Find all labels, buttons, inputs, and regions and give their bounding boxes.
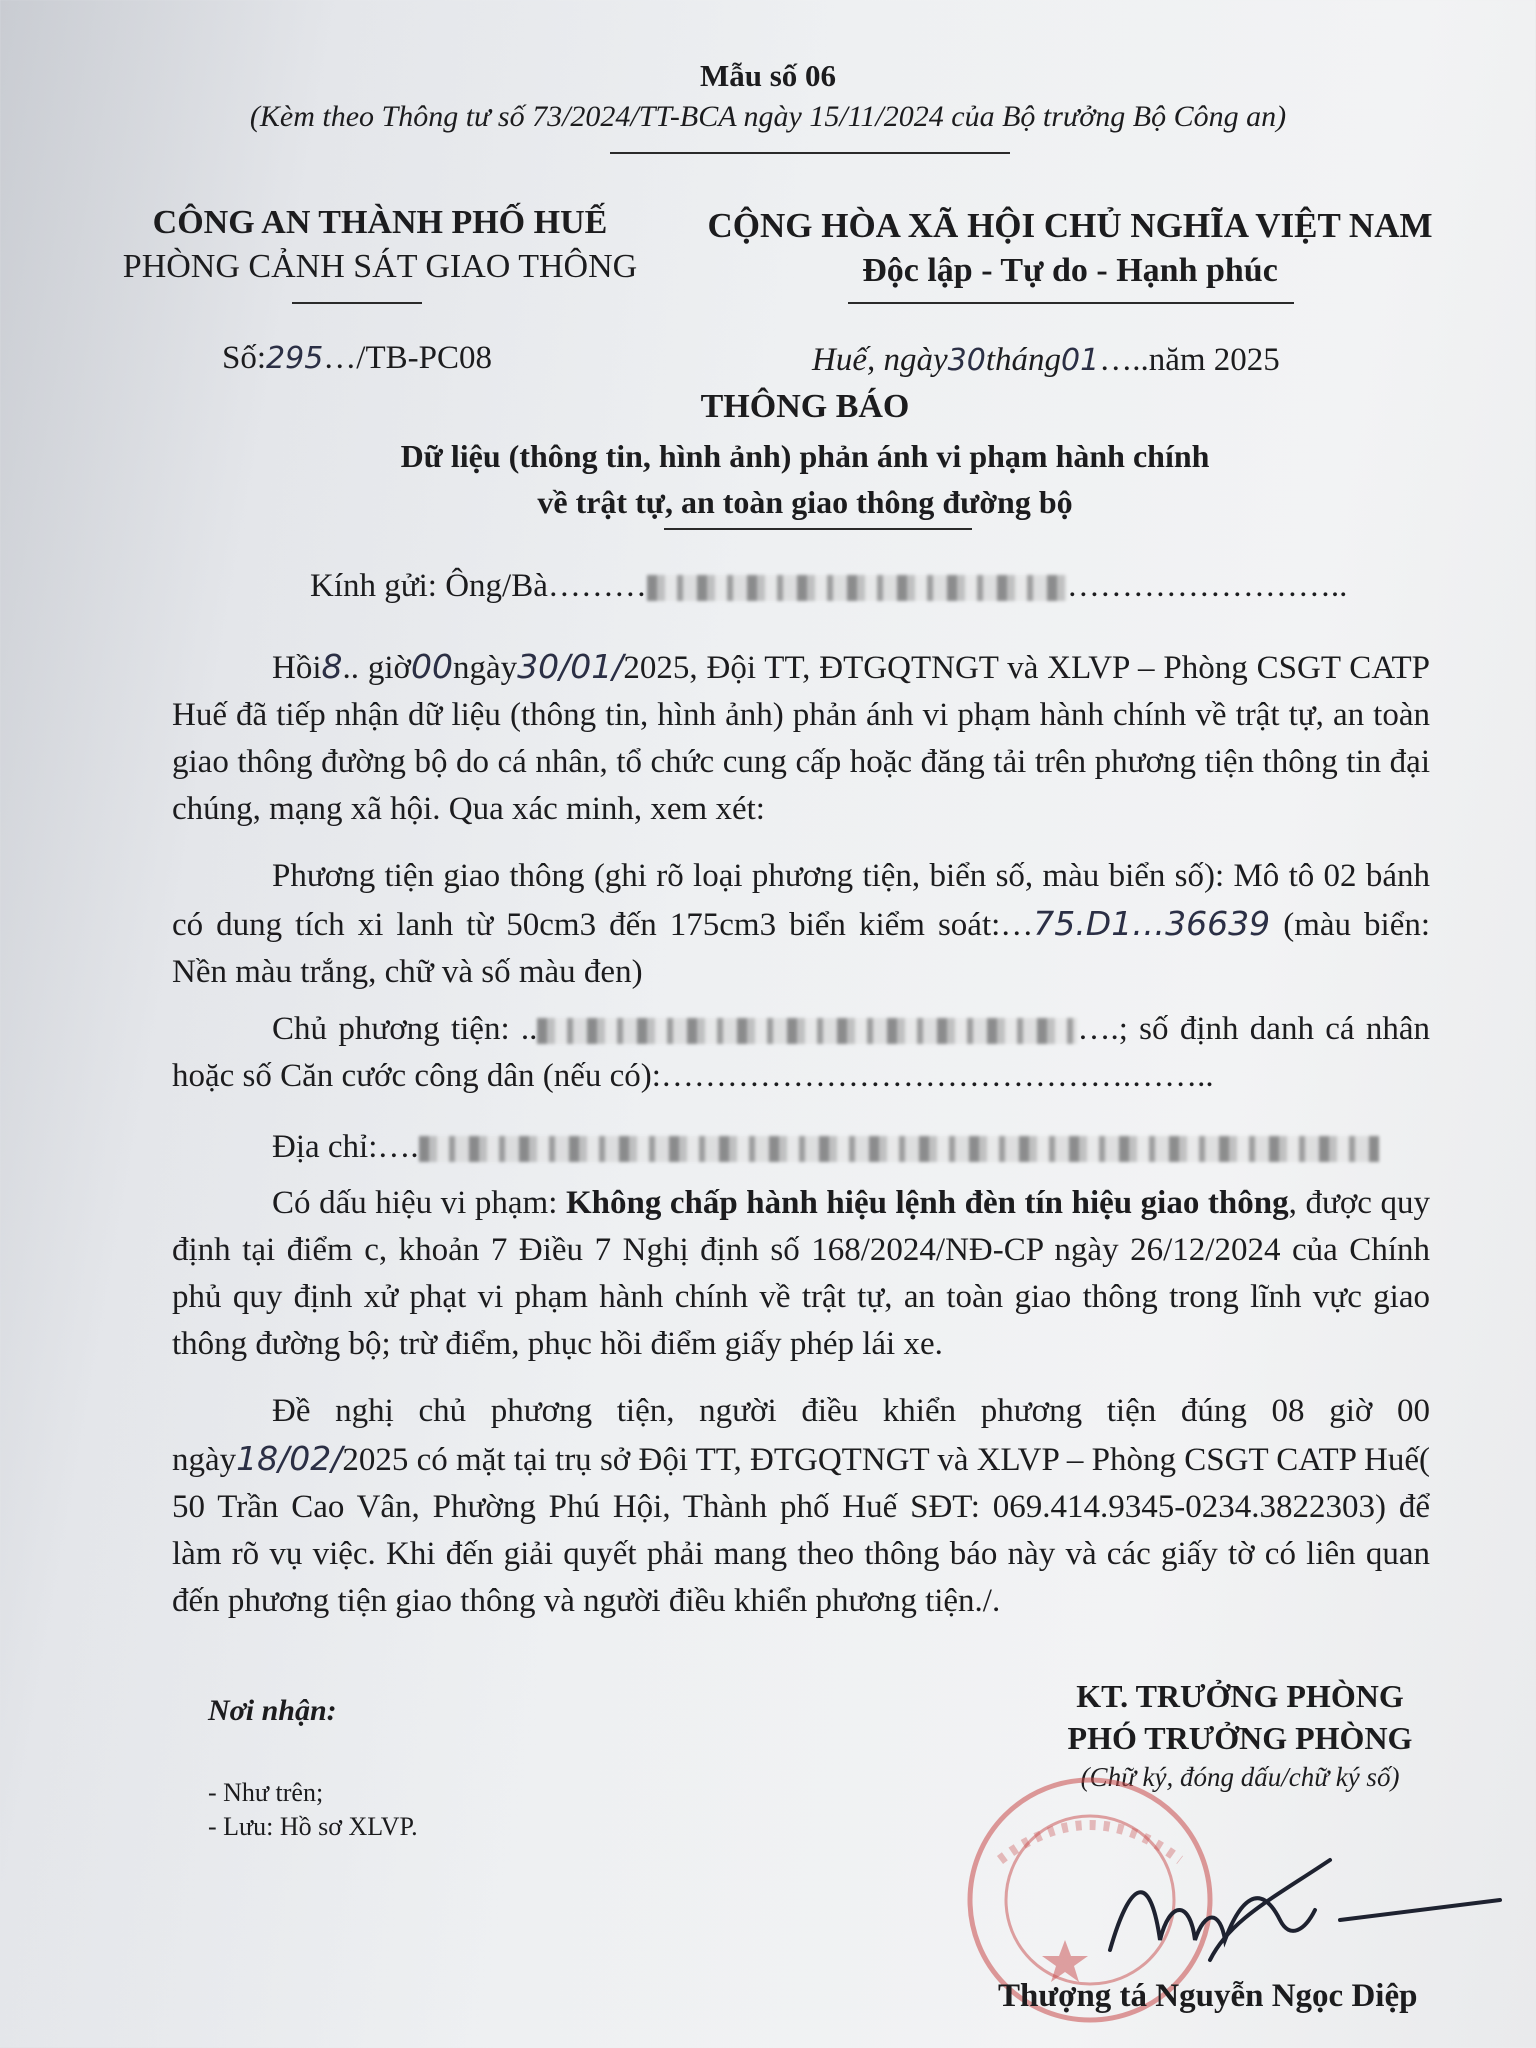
license-plate-handwritten: 75.D1…36639 — [1033, 904, 1271, 943]
form-attachment-note: (Kèm theo Thông tư số 73/2024/TT-BCA ngày 15/11/2024 của Bộ trưởng Bộ Công an) — [249, 100, 1287, 133]
signer-name: Thượng tá Nguyễn Ngọc Diệp — [998, 1978, 1418, 2014]
appointment-date-handwritten: 18/02/ — [236, 1439, 343, 1478]
signature-title-2: PHÓ TRƯỞNG PHÒNG — [1067, 1720, 1413, 1756]
doc-number-suffix: …/TB-PC08 — [323, 340, 492, 376]
agency-name: CÔNG AN THÀNH PHỐ HUẾ — [152, 204, 608, 241]
redacted-address — [419, 1136, 1379, 1162]
notice-title: THÔNG BÁO — [700, 388, 910, 425]
report-minute-handwritten: 00 — [411, 647, 454, 686]
motto-underline — [848, 302, 1294, 304]
request-text-2: 2025 có mặt tại trụ sở Đội TT, ĐTGQTNGT và XLVP – Phòng CSGT CATP Huế( 50 Trần Cao Vân, Phường Phú Hội, Thành phố Huế SĐT: 069.414.9345-0234.3822303) để làm rõ vụ việc. Khi đến giải quyết phải mang theo thông báo này và các giấy tờ có liên quan đến phương tiện giao thông và người điều khiển phương tiện./. — [172, 1442, 1430, 1619]
recipient-line — [310, 568, 1347, 605]
receipt-paragraph — [172, 643, 1430, 833]
request-paragraph — [172, 1388, 1430, 1625]
signature-note: (Chữ ký, đóng dấu/chữ ký số) — [1080, 1762, 1400, 1792]
para1-text-2: .. giờ — [342, 650, 412, 686]
vehicle-paragraph — [172, 853, 1430, 996]
date-day-handwritten: 30 — [947, 343, 986, 378]
violation-legal-basis: , được quy định tại điểm c, khoản 7 Điều 7 Nghị định số 168/2024/NĐ-CP ngày 26/12/2024 của Chính phủ quy định xử phạt vi phạm hành chính về trật tự, an toàn giao thông trong lĩnh vực giao thông đường bộ; trừ điểm, phục hồi điểm giấy phép lái xe. — [172, 1185, 1430, 1362]
para1-text-1: Hồi — [272, 650, 322, 686]
doc-number-prefix: Số: — [222, 340, 267, 376]
header-divider — [610, 152, 1010, 154]
document-date — [812, 342, 1280, 379]
date-month-handwritten: 01 — [1061, 343, 1100, 378]
address-paragraph — [172, 1124, 1430, 1171]
violation-label: Có dấu hiệu vi phạm: — [272, 1185, 566, 1221]
violation-paragraph — [172, 1180, 1430, 1368]
recipients-title: Nơi nhận: — [208, 1694, 337, 1727]
nation-motto: Độc lập - Tự do - Hạnh phúc — [862, 252, 1278, 289]
handwritten-signature — [1090, 1840, 1510, 1980]
notice-subtitle-2: về trật tự, an toàn giao thông đường bộ — [537, 484, 1073, 520]
address-label: Địa chỉ:…. — [272, 1129, 419, 1165]
plate-color: (màu biển: Nền màu trắng, chữ và số màu đen) — [172, 907, 1431, 990]
report-hour-handwritten: 8 — [321, 647, 343, 686]
date-label-month: tháng — [985, 342, 1061, 378]
recipient-dots: …………………….. — [1066, 568, 1348, 604]
doc-number-handwritten: 295 — [266, 341, 324, 376]
date-label-day: Huế, ngày — [812, 342, 948, 378]
nation-name: CỘNG HÒA XÃ HỘI CHỦ NGHĨA VIỆT NAM — [707, 206, 1433, 245]
para1-text-3: ngày — [453, 650, 518, 686]
owner-id-label: ….; số định danh cá nhân hoặc số Căn cước công dân (nếu có):…………………………………….…….. — [172, 1011, 1430, 1094]
redacted-name — [647, 575, 1067, 601]
recipient-item-1: - Như trên; — [208, 1778, 324, 1807]
date-label-year: …..năm 2025 — [1099, 342, 1280, 378]
form-number: Mẫu số 06 — [699, 58, 837, 93]
vehicle-description: Phương tiện giao thông (ghi rõ loại phương tiện, biển số, màu biển số): Mô tô 02 bánh có dung tích xi lanh từ 50cm3 đến 175cm3 biển kiểm soát:… — [172, 858, 1430, 943]
redacted-owner — [537, 1018, 1077, 1044]
owner-label: Chủ phương tiện: .. — [272, 1011, 538, 1047]
para1-text-4: 2025, Đội TT, ĐTGQTNGT và XLVP – Phòng CSGT CATP Huế đã tiếp nhận dữ liệu (thông tin, hình ảnh) phản ánh vi phạm hành chính về trật tự, an toàn giao thông đường bộ do cá nhân, tổ chức cung cấp hoặc đăng tải trên phương tiện thông tin đại chúng, mạng xã hội. Qua xác minh, xem xét: — [172, 650, 1430, 827]
recipient-label: Kính gửi: Ông/Bà……… — [310, 568, 647, 604]
signature-title-1: KT. TRƯỞNG PHÒNG — [1076, 1678, 1404, 1714]
title-underline — [664, 528, 972, 530]
request-text-1: Đề nghị chủ phương tiện, người điều khiển phương tiện đúng 08 giờ 00 ngày — [172, 1393, 1430, 1478]
report-date-handwritten: 30/01/ — [517, 647, 624, 686]
agency-underline — [292, 302, 422, 304]
notice-subtitle-1: Dữ liệu (thông tin, hình ảnh) phản ánh vi phạm hành chính — [400, 438, 1210, 474]
owner-paragraph — [172, 1006, 1430, 1100]
agency-department: PHÒNG CẢNH SÁT GIAO THÔNG — [122, 248, 638, 285]
recipient-item-2: - Lưu: Hồ sơ XLVP. — [208, 1812, 418, 1841]
document-number — [222, 340, 492, 377]
violation-offense: Không chấp hành hiệu lệnh đèn tín hiệu giao thông — [565, 1185, 1289, 1221]
